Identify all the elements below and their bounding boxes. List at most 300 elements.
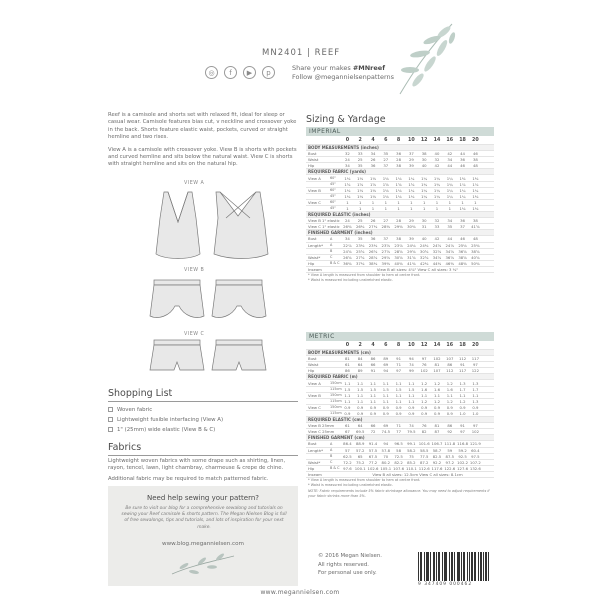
table-note: * View A length is measured from shoulder to hem at centre front. [308, 272, 421, 277]
table-cell: 40 [421, 236, 427, 242]
table-cell: 61 [344, 423, 350, 429]
table-cell: 1.1 [395, 398, 402, 404]
table-cell: 97 [472, 362, 478, 368]
table-cell: 86 [344, 368, 350, 374]
table-cell: 1 [410, 205, 413, 211]
table-cell: 1 [358, 199, 362, 205]
row-sublabel: A [330, 243, 333, 248]
table-note: NOTE: Fabric requirements include 5% fabric shrinkage allowance. You may need to adjust requirements if your fabric shrinks more than 5%. [308, 489, 490, 498]
table-cell: 37 [460, 224, 465, 230]
table-cell: 81 [344, 356, 350, 362]
pattern-code: MN2401 | REEF [262, 48, 341, 58]
table-cell: 1.2 [459, 398, 466, 404]
table-cell: 40⅜ [394, 260, 403, 266]
row-label: Bust [308, 151, 317, 157]
table-cell: 57.8 [381, 447, 391, 453]
row-sublabel: 45" [330, 206, 336, 211]
table-cell: 0.9 [446, 404, 453, 410]
table-cell: 30 [421, 157, 427, 163]
table-cell: 1¼ [408, 187, 415, 193]
table-cell: 1 [371, 199, 375, 205]
table-cell: 25 [357, 157, 363, 163]
table-cell: 30⅜ [407, 224, 416, 230]
table-cell: 20 [472, 138, 479, 143]
table-cell: 1¼ [459, 193, 466, 199]
table-cell: 1 [346, 199, 349, 205]
table-cell: 35 [383, 151, 389, 157]
shopping-list-title: Shopping List [108, 388, 173, 399]
table-cell: 99 [408, 368, 414, 374]
table-cell: 0.9 [357, 410, 364, 416]
table-cell: 86 [447, 423, 453, 429]
table-cell: 89 [383, 356, 389, 362]
table-cell: 20 [472, 343, 479, 348]
table-cell: 1.1 [408, 380, 415, 386]
table-cell: 1.1 [408, 398, 415, 404]
copyright-line: For personal use only. [318, 570, 377, 577]
table-cell: 42⅜ [419, 260, 429, 266]
table-cell: 1.2 [421, 380, 428, 386]
table-cell: 1.1 [382, 380, 389, 386]
table-cell: 35 [357, 236, 363, 242]
table-cell: 34⅝ [445, 248, 455, 254]
table-cell: 67 [344, 429, 350, 435]
row-label: Waist* [308, 459, 321, 465]
table-cell: 12 [420, 343, 428, 348]
table-cell: 27⅝ [355, 254, 365, 260]
table-cell: 6 [384, 343, 388, 348]
table-cell: 76 [421, 362, 427, 368]
table-cell: 122 [471, 368, 479, 374]
table-cell: 27⅜ [368, 224, 378, 230]
table-cell: 29 [408, 218, 414, 224]
table-section-header: REQUIRED FABRIC (m) [306, 374, 494, 380]
table-cell: 6 [384, 138, 388, 143]
row-label: Waist [308, 362, 319, 368]
table-note: * View A length is measured from shoulder to hem at centre front. [308, 477, 421, 482]
table-cell: 1.1 [408, 392, 415, 398]
table-cell: 1.5 [344, 386, 351, 392]
table-cell: 92 [447, 429, 453, 435]
table-cell: 27 [383, 157, 389, 163]
view-c-label: VIEW C [184, 332, 205, 337]
table-cell: 1.5 [395, 386, 402, 392]
row-label: Waist* [308, 254, 321, 260]
table-cell: 82.5 [432, 453, 442, 459]
table-cell: 89 [357, 368, 363, 374]
table-cell: 1¼ [459, 187, 466, 193]
table-cell: 97.2 [445, 459, 454, 465]
table-cell: 35 [447, 224, 453, 230]
table-cell: 1.2 [433, 398, 440, 404]
table-cell: 87.2 [419, 459, 429, 465]
row-label: View A [308, 175, 321, 181]
table-cell: 0 [345, 138, 350, 143]
table-cell: 117 [471, 356, 479, 362]
table-cell: 100.1 [354, 465, 366, 471]
table-cell: 24⅛ [407, 242, 416, 248]
table-cell: 37 [408, 151, 414, 157]
table-cell: 97.5 [471, 453, 480, 459]
table-cell: 117 [458, 368, 467, 374]
table-cell: 1 [410, 199, 413, 205]
table-cell: 37 [383, 163, 389, 169]
table-cell: 94 [383, 441, 389, 447]
table-cell: 22⅞ [343, 242, 352, 248]
fabrics-title: Fabrics [108, 442, 142, 453]
table-cell: 1¼ [421, 175, 428, 181]
branch-icon [170, 552, 236, 578]
row-sublabel: A [330, 448, 333, 453]
barcode-bar [424, 552, 425, 581]
instagram-icon[interactable]: ◎ [205, 66, 218, 79]
barcode-bar [449, 552, 450, 581]
table-cell: 1.2 [421, 398, 428, 404]
table-cell: 1⅜ [472, 193, 479, 199]
metric-table [306, 342, 494, 498]
table-cell: 0.9 [459, 404, 466, 410]
barcode-bar [483, 552, 484, 581]
copyright [318, 552, 382, 578]
row-label: View A [308, 380, 321, 386]
row-sublabel: 115cm [330, 387, 342, 392]
youtube-icon[interactable]: ▶ [243, 66, 256, 79]
table-cell: 1 [422, 199, 426, 205]
table-cell: 41⅝ [471, 224, 480, 230]
checkbox-icon[interactable] [108, 407, 113, 412]
barcode-bar [427, 552, 428, 581]
table-cell: 122.6 [444, 465, 456, 471]
row-label: View C [308, 404, 321, 410]
help-box [108, 486, 298, 586]
table-cell: 1⅜ [472, 175, 479, 181]
row-label: Inseam [308, 266, 322, 272]
table-cell: 12 [420, 138, 428, 143]
table-cell: 1.1 [357, 380, 364, 386]
table-cell: 29⅜ [394, 224, 403, 230]
row-label: View B 25mm [308, 423, 335, 429]
table-cell: 69 [383, 423, 389, 429]
row-sublabel: B & C [330, 466, 340, 471]
table-cell: 80.2 [381, 459, 391, 465]
table-cell: 26 [370, 157, 376, 163]
table-note: * Waist is measured including unstretched elastic. [308, 277, 393, 282]
row-sublabel: 45" [330, 182, 336, 187]
table-cell: 24 [344, 157, 350, 163]
table-cell: 102 [420, 368, 428, 374]
imperial-table [306, 137, 494, 282]
table-section-header: FINISHED GARMENT (cm) [306, 435, 494, 441]
table-cell: 1.1 [369, 398, 377, 404]
row-sublabel: B [330, 454, 333, 459]
table-cell: 4 [371, 343, 375, 348]
table-cell: 99.1 [407, 441, 416, 447]
table-cell: 1.1 [421, 392, 428, 398]
table-cell: 66 [370, 362, 376, 368]
table-cell: 91.4 [368, 441, 378, 447]
table-cell: 26⅝ [368, 248, 378, 254]
table-cell: 1.3 [459, 380, 466, 386]
table-cell: 64 [357, 362, 363, 368]
table-cell: 1¼ [433, 193, 441, 199]
table-cell: 81 [434, 362, 440, 368]
table-cell: 23⅛ [355, 242, 365, 248]
table-cell: 30 [421, 218, 427, 224]
divider [108, 455, 298, 456]
table-cell: 74.5 [381, 429, 391, 435]
table-cell: 72.2 [343, 459, 352, 465]
checkbox-icon[interactable] [108, 417, 113, 422]
shopping-list [108, 405, 223, 435]
barcode-bar [442, 552, 443, 581]
table-cell: 27 [383, 218, 389, 224]
table-cell: 1 [397, 199, 400, 205]
row-label: View C 25mm [308, 429, 335, 435]
table-cell: 24⅞ [445, 242, 455, 248]
table-cell: 18 [459, 343, 466, 348]
copyright-line: © 2016 Megan Nielsen. [318, 553, 382, 559]
row-label: View B 1" elastic [308, 218, 340, 224]
table-section-header: FINISHED GARMENT (inches) [306, 230, 494, 236]
table-cell: 1.2 [446, 380, 453, 386]
size-header-row [306, 342, 494, 350]
table-cell: 107 [433, 368, 441, 374]
fabrics-text [108, 458, 298, 486]
imperial-band: IMPERIAL [306, 127, 494, 136]
table-cell: 0.9 [472, 404, 479, 410]
follow-line[interactable]: Follow @megannielsenpatterns [292, 73, 395, 81]
row-label: Bust [308, 236, 317, 242]
table-cell: 34 [447, 218, 453, 224]
facebook-icon[interactable]: f [224, 66, 237, 79]
barcode-bar [471, 552, 472, 581]
table-cell: 107.6 [393, 465, 405, 471]
table-cell: 1.5 [408, 386, 415, 392]
sizing-title: Sizing & Yardage [306, 114, 386, 125]
barcode-bar [420, 552, 421, 581]
table-cell: 102 [471, 429, 479, 435]
barcode-bar [472, 552, 473, 581]
table-cell: 72 [370, 429, 376, 435]
table-cell: 1¾ [433, 181, 441, 187]
row-sublabel: B & C [330, 261, 340, 266]
table-cell: 0.9 [433, 410, 440, 416]
row-label: View B [308, 392, 321, 398]
table-cell: 14 [433, 138, 441, 143]
table-cell: 77.2 [368, 459, 378, 465]
table-cell: 36 [370, 163, 376, 169]
table-cell: 25⅝ [355, 248, 365, 254]
table-cell: 1¾ [446, 181, 453, 187]
table-cell: 85.2 [407, 459, 416, 465]
table-cell: 97 [472, 423, 478, 429]
table-cell: 38⅝ [471, 248, 480, 254]
table-cell: 1.1 [344, 380, 351, 386]
table-cell: 70 [383, 453, 389, 459]
table-cell: 1.3 [472, 380, 479, 386]
table-cell: 71 [396, 423, 401, 429]
table-cell: 86 [447, 362, 453, 368]
table-cell: 40⅝ [471, 254, 480, 260]
row-label: Inseam [308, 471, 322, 477]
table-cell: 42 [447, 151, 453, 157]
table-cell: 1.1 [369, 392, 377, 398]
table-cell: 39⅜ [381, 260, 391, 266]
table-cell: 26 [370, 218, 376, 224]
table-cell: 1.1 [357, 398, 364, 404]
table-cell: 25⅜ [471, 242, 480, 248]
footer-url[interactable]: www.megannielsen.com [260, 589, 340, 596]
table-cell: 1 [474, 199, 477, 205]
table-cell: 101.6 [418, 441, 430, 447]
table-cell: 40 [421, 163, 427, 169]
barcode-bar [445, 552, 446, 581]
table-cell: 1 [371, 205, 375, 211]
table-cell: 4 [371, 138, 375, 143]
row-sublabel: 150cm [330, 405, 342, 410]
table-cell: 28 [396, 218, 401, 224]
table-cell: 110.1 [405, 465, 417, 471]
table-cell: 34 [344, 236, 350, 242]
table-cell: 67.5 [368, 453, 378, 459]
camisole-front-illustration [156, 192, 200, 259]
table-cell: 23⅜ [368, 242, 378, 248]
table-cell: 1.0 [459, 410, 466, 416]
table-cell: 1⅛ [382, 193, 389, 199]
table-cell: 35 [357, 163, 363, 169]
table-cell: 32 [434, 157, 440, 163]
table-cell: 94 [383, 368, 389, 374]
table-cell: 38 [472, 157, 478, 163]
table-cell: 69.5 [355, 429, 365, 435]
table-section-header: BODY MEASUREMENTS (inches) [306, 145, 494, 151]
table-cell: 1.6 [421, 386, 428, 392]
table-cell: 1⅝ [382, 181, 389, 187]
table-cell: 23⅝ [381, 242, 391, 248]
table-cell: 62.5 [343, 453, 352, 459]
table-cell: 1 [422, 205, 426, 211]
row-sublabel: 115cm [330, 399, 342, 404]
table-cell: 97.6 [343, 465, 352, 471]
row-sublabel: A [330, 441, 333, 446]
table-cell: 1.7 [459, 386, 466, 392]
table-cell: 32⅝ [432, 248, 442, 254]
table-cell: 75.2 [355, 459, 365, 465]
table-cell: 1 [358, 205, 362, 211]
table-cell: 38 [396, 163, 401, 169]
table-cell: 10 [408, 343, 415, 348]
copyright-line: All rights reserved. [318, 561, 369, 568]
inseam-text: View B all sizes: 4⅞" View C all sizes: 3 ⅛" [376, 266, 459, 272]
table-cell: 60.4 [471, 447, 480, 453]
table-cell: 1.3 [472, 398, 479, 404]
table-cell: 1.1 [472, 392, 479, 398]
barcode-bar [467, 552, 468, 581]
row-sublabel: C [330, 460, 333, 465]
table-cell: 1.7 [472, 386, 479, 392]
table-cell: 1.1 [382, 398, 389, 404]
table-cell: 2 [358, 343, 362, 348]
barcode-bar [481, 552, 482, 581]
barcode-bar [480, 552, 481, 581]
barcode-bar [469, 552, 470, 581]
table-cell: 28 [396, 157, 401, 163]
table-cell: 74 [408, 423, 414, 429]
table-cell: 102 [433, 356, 441, 362]
table-cell: 97 [396, 368, 401, 374]
table-cell: 26⅝ [343, 254, 352, 260]
table-cell: 36⅝ [458, 248, 467, 254]
size-header-row [306, 137, 494, 145]
table-cell: 39 [408, 236, 414, 242]
table-cell: 0.9 [344, 410, 351, 416]
table-cell: 1¼ [433, 175, 441, 181]
table-cell: 102.2 [457, 459, 468, 465]
table-cell: 65 [357, 453, 363, 459]
table-cell: 1⅛ [344, 187, 351, 193]
table-cell: 0.9 [408, 410, 415, 416]
view-b-label: VIEW B [184, 268, 205, 273]
checkbox-icon[interactable] [108, 427, 113, 432]
table-cell: 36 [396, 151, 401, 157]
table-cell: 1⅛ [357, 193, 364, 199]
table-cell: 1.1 [344, 398, 351, 404]
barcode-bar [474, 552, 475, 581]
row-label: Hip [308, 465, 315, 471]
table-cell: 116.8 [457, 441, 468, 447]
blog-link[interactable]: www.blog.megannielsen.com [162, 541, 244, 547]
table-cell: 16 [446, 343, 454, 348]
table-cell: 46 [460, 163, 465, 169]
row-sublabel: B [330, 249, 333, 254]
table-cell: 1.6 [446, 386, 453, 392]
table-section-header: REQUIRED ELASTIC (inches) [306, 212, 494, 218]
barcode-bar [426, 552, 427, 581]
barcode-bar [438, 552, 439, 581]
table-cell: 1 [346, 205, 349, 211]
table-cell: 30⅝ [394, 254, 403, 260]
barcode-bar [488, 552, 489, 581]
table-cell: 86 [370, 356, 376, 362]
table-cell: 121.9 [469, 441, 481, 447]
row-label: View B [308, 187, 321, 193]
hashtag[interactable]: #MNreef [352, 64, 386, 72]
shorts-b-front-illustration [150, 280, 204, 318]
table-cell: 1.6 [433, 386, 440, 392]
barcode-bar [434, 552, 435, 581]
table-cell: 1⅞ [472, 181, 479, 187]
table-cell: 29⅝ [407, 248, 416, 254]
barcode-bar [459, 552, 460, 581]
table-cell: 0.9 [446, 410, 453, 416]
table-cell: 1.2 [433, 380, 440, 386]
table-cell: 1 [435, 205, 439, 211]
table-cell: 38 [396, 236, 401, 242]
shorts-b-back-illustration [212, 280, 266, 318]
table-cell: 1¼ [472, 187, 479, 193]
table-cell: 1⅛ [459, 205, 466, 211]
table-cell: 36 [460, 218, 465, 224]
table-cell: 36⅝ [445, 254, 455, 260]
table-cell: 1⅛ [369, 187, 377, 193]
table-cell: 1.5 [382, 386, 389, 392]
table-cell: 37 [383, 236, 389, 242]
table-cell: 1.1 [433, 392, 440, 398]
table-cell: 25⅛ [458, 242, 467, 248]
pinterest-icon[interactable]: p [262, 66, 275, 79]
table-cell: 0.9 [357, 404, 364, 410]
table-cell: 61 [344, 362, 350, 368]
